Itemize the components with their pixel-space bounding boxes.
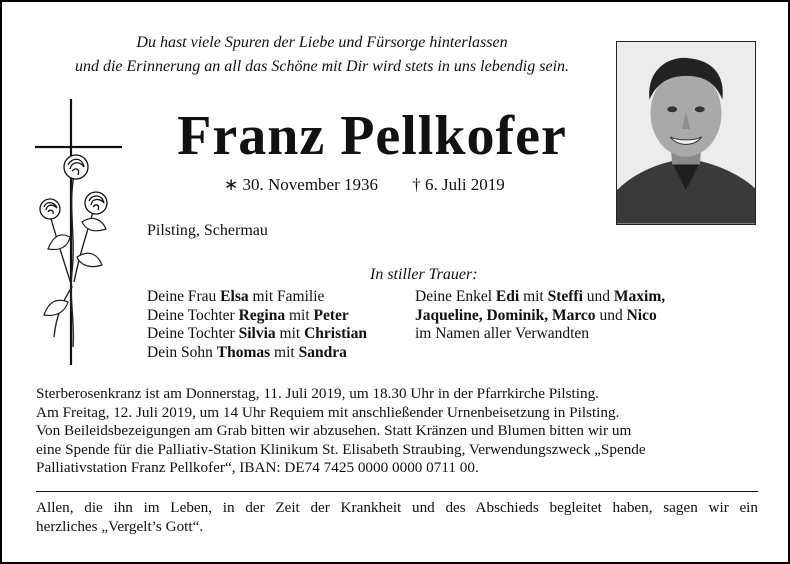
rose-blossom-top [64, 155, 88, 179]
mourner-name: Christian [304, 325, 367, 342]
mourners-left-column [147, 288, 367, 362]
mourner-line [147, 344, 367, 363]
cross-with-roses-illustration [32, 97, 122, 367]
mourners-right-column [415, 288, 665, 344]
mourner-name: Peter [313, 306, 349, 324]
mourner-line [147, 288, 367, 307]
mourner-line [147, 325, 367, 344]
mourner-name: Sandra [298, 343, 347, 361]
mourner-text: mit [519, 288, 548, 305]
mourner-line [415, 288, 665, 307]
divider-line [36, 491, 758, 492]
mourner-line [147, 307, 367, 326]
mourner-text: mit [275, 325, 305, 342]
mourner-name: Regina [238, 306, 286, 324]
death-date: † 6. Juli 2019 [412, 175, 505, 194]
mourner-line [415, 325, 665, 344]
service-detail-line: Am Freitag, 12. Juli 2019, um 14 Uhr Requiem mit anschließender Urnenbeisetzung in Pilsting. [36, 403, 620, 421]
mourner-text: Deine Frau [147, 288, 221, 305]
life-dates [224, 174, 505, 196]
portrait-illustration [617, 42, 755, 224]
mourner-text: Deine Tochter [147, 306, 239, 324]
mourner-name: Elsa [220, 288, 249, 305]
residence: Pilsting, Schermau [147, 222, 268, 239]
memorial-quote-line-2: und die Erinnerung an all das Schöne mit Dir wird stets in uns lebendig sein. [74, 58, 570, 75]
mourner-text: mit [285, 306, 314, 324]
mourner-text: im Namen aller Verwandten [415, 325, 590, 342]
rose-blossom-left [40, 199, 60, 219]
service-details [36, 385, 758, 478]
mourner-line [415, 307, 665, 326]
service-detail-line: Sterberosenkranz ist am Donnerstag, 11. Juli 2019, um 18.30 Uhr in der Pfarrkirche Pilsting. [36, 385, 599, 402]
memorial-quote-line-1: Du hast viele Spuren der Liebe und Fürsorge hinterlassen [136, 34, 508, 51]
service-detail-line: Von Beileidsbezeigungen am Grab bitten wir abzusehen. Statt Kränzen und Blumen bitten wir um [36, 422, 632, 439]
closing-line-1: Allen, die ihn im Leben, in der Zeit der Krankheit und des Abschieds begleitet haben, sagen wir ein [36, 499, 758, 516]
birth-date: ∗ 30. November 1936 [224, 175, 378, 194]
mourner-text: Deine Enkel [415, 288, 496, 305]
portrait-right-eye [695, 106, 705, 112]
portrait-left-eye [667, 106, 677, 112]
mourner-text: Deine Tochter [147, 325, 239, 342]
portrait-photo [616, 41, 756, 225]
mourner-name: Nico [626, 306, 657, 324]
mourning-heading: In stiller Trauer: [370, 266, 478, 283]
mourner-text: mit Familie [248, 288, 325, 305]
deceased-name: Franz Pellkofer [177, 105, 567, 167]
rose-leaves [44, 218, 106, 315]
mourner-name: Thomas [216, 343, 271, 361]
service-detail-line: eine Spende für die Palliativ-Station Klinikum St. Elisabeth Straubing, Verwendungszweck „Spende [36, 440, 646, 458]
closing-line-2: herzliches „Vergelt’s Gott“. [36, 517, 204, 535]
mourner-name: Jaqueline, Dominik, Marco [415, 306, 596, 324]
mourner-name: Maxim, [613, 288, 666, 305]
mourner-text: Dein Sohn [147, 343, 217, 361]
mourner-text: und [582, 288, 614, 305]
mourner-text: mit [270, 343, 299, 361]
mourner-name: Steffi [547, 288, 583, 305]
rose-blossom-right [85, 192, 107, 214]
closing-thanks [36, 499, 758, 536]
mourner-name: Edi [495, 288, 520, 305]
mourner-text: und [595, 306, 627, 324]
mourner-name: Silvia [238, 325, 276, 342]
service-detail-line: Palliativstation Franz Pellkofer“, IBAN: DE74 7425 0000 0000 0711 00. [36, 459, 479, 476]
